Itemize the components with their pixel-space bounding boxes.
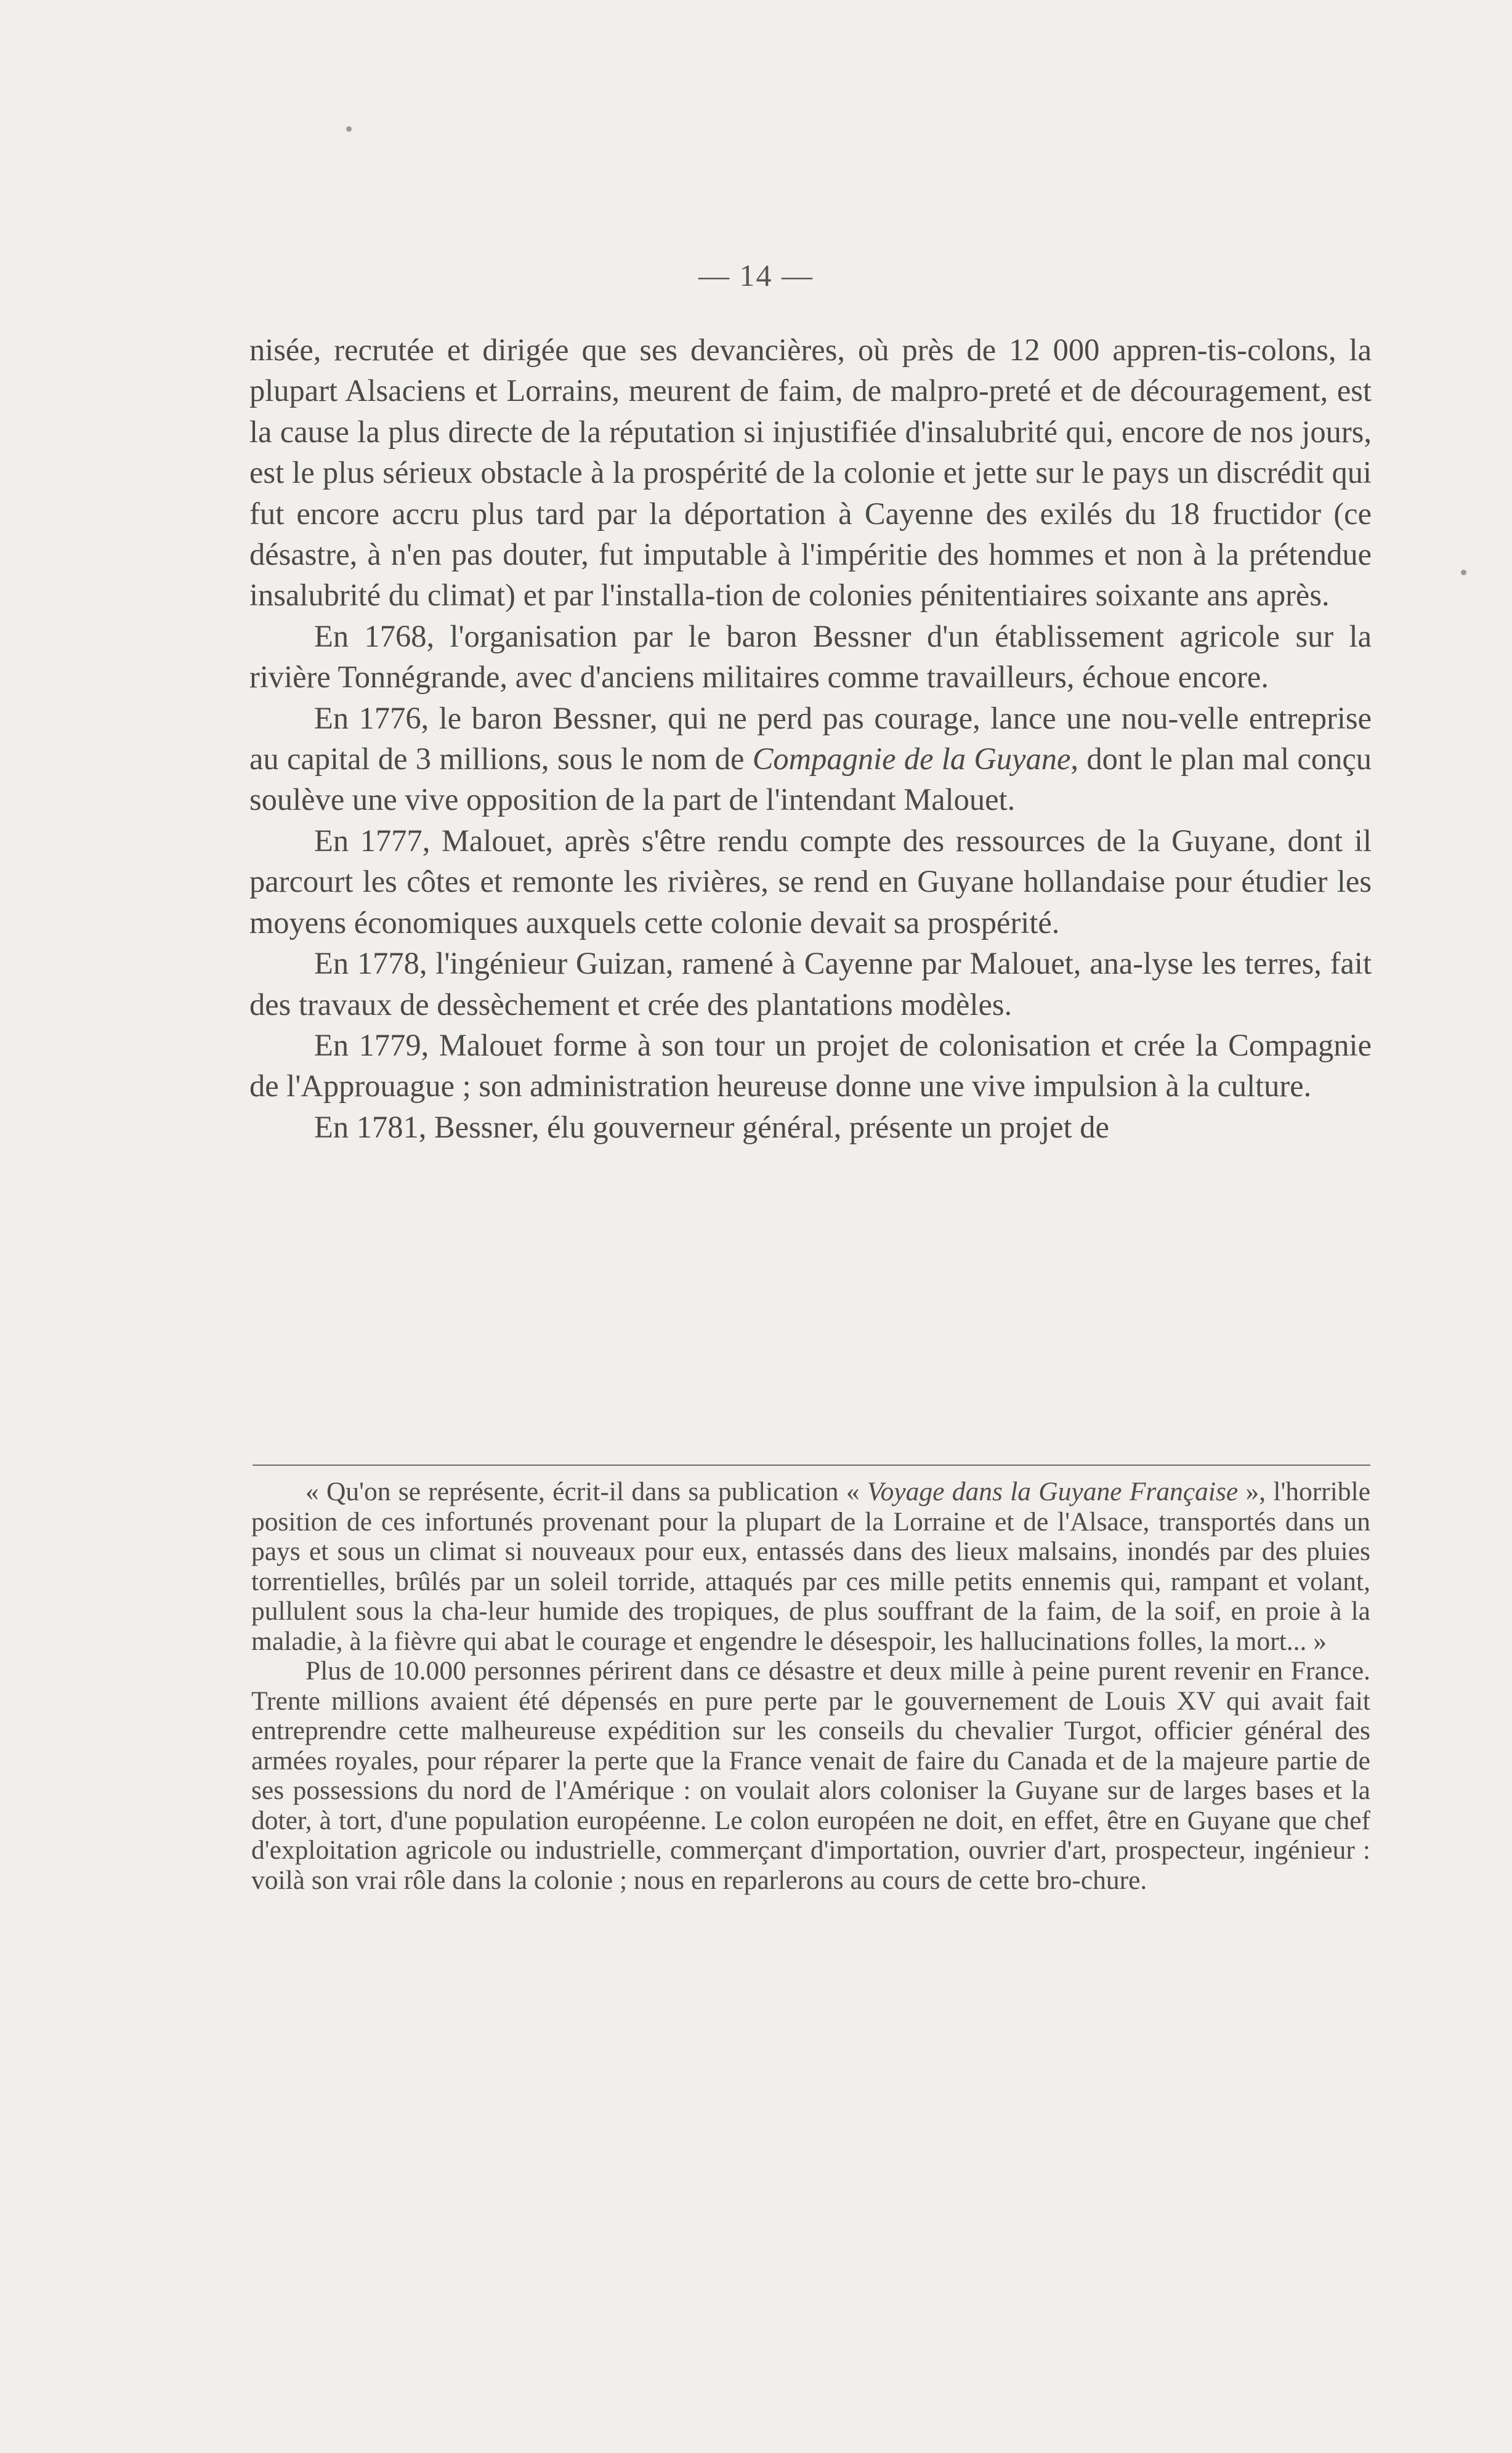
- paragraph-2: En 1768, l'organisation par le baron Bessner d'un établissement agricole sur la rivière Tonnégrande, avec d'anciens militaires comme travailleurs, échoue encore.: [249, 618, 1372, 695]
- paragraph-6: En 1779, Malouet forme à son tour un projet de colonisation et crée la Compagnie de l'Approuague ; son administration heureuse donne une vive impulsion à la culture.: [249, 1027, 1372, 1104]
- footnote-quote: [251, 1477, 1370, 1656]
- paragraph-3-end: , dont le plan mal conçu soulève une vive opposition de la part de l'intendant Malouet.: [249, 742, 1372, 817]
- main-text: [249, 329, 1372, 1147]
- footnote-block: [251, 1477, 1370, 1895]
- paper-speck: [346, 126, 352, 132]
- paragraph-4: En 1777, Malouet, après s'être rendu compte des ressources de la Guyane, dont il parcourt les côtes et remonte les rivières, se rend en Guyane hollandaise pour étudier les moyens économiques auxquels cette colonie devait sa prospérité.: [249, 823, 1372, 940]
- company-name-italic: Compagnie de la Guyane: [752, 742, 1071, 777]
- paragraph-5: En 1778, l'ingénieur Guizan, ramené à Cayenne par Malouet, ana-lyse les terres, fait des travaux de dessèchement et crée des plantations modèles.: [249, 946, 1372, 1022]
- footnote-quote-end: », l'horrible position de ces infortunés provenant pour la plupart de la Lorraine et de l'Alsace, transportés dans un pays et sous un climat si nouveaux pour eux, entassés dans des lieux malsains, inondés par des pluies torrentielles, brûlés par un soleil torride, attaqués par ces mille petits ennemis qui, rampant et volant, pullulent sous la cha-leur humide des tropiques, de plus souffrant de la faim, de la soif, en proie à la maladie, à la fièvre qui abat le courage et engendre le désespoir, les hallucinations folles, la mort... »: [251, 1477, 1371, 1656]
- book-title-italic: Voyage dans la Guyane Française: [867, 1477, 1239, 1506]
- footnote-paragraph-2: Plus de 10.000 personnes périrent dans ce désastre et deux mille à peine purent revenir en France. Trente millions avaient été dépensés en pure perte par le gouvernement de Louis XV qui avait fait entreprendre cette malheureuse expédition sur les conseils du chevalier Turgot, officier général des armées royales, pour réparer la perte que la France venait de faire du Canada et de la majeure partie de ses possessions du nord de l'Amérique : on voulait alors coloniser la Guyane sur de larges bases et la doter, à tort, d'une population européenne. Le colon européen ne doit, en effet, être en Guyane que chef d'exploitation agricole ou industrielle, commerçant d'importation, ouvrier d'art, prospecteur, ingénieur : voilà son vrai rôle dans la colonie ; nous en reparlerons au cours de cette bro-chure.: [251, 1656, 1370, 1895]
- footnote-divider: [253, 1465, 1370, 1466]
- paragraph-1: nisée, recrutée et dirigée que ses devancières, où près de 12 000 appren-tis-colons, la plupart Alsaciens et Lorrains, meurent de faim, de malpro-preté et de découragement, est la cause la plus directe de la réputation si injustifiée d'insalubrité qui, encore de nos jours, est le plus sérieux obstacle à la prospérité de la colonie et jette sur le pays un discrédit qui fut encore accru plus tard par la déportation à Cayenne des exilés du 18 fructidor (ce désastre, à n'en pas douter, fut imputable à l'impéritie des hommes et non à la prétendue insalubrité du climat) et par l'installa-tion de colonies pénitentiaires soixante ans après.: [249, 333, 1372, 613]
- paragraph-3: [249, 698, 1372, 820]
- footnote-quote-start: « Qu'on se représente, écrit-il dans sa publication «: [305, 1477, 867, 1506]
- paper-speck: [1461, 570, 1466, 575]
- paragraph-7: En 1781, Bessner, élu gouverneur général, présente un projet de: [314, 1109, 1109, 1144]
- page-number: — 14 —: [698, 258, 814, 293]
- paragraph-3-start: En 1776, le baron Bessner, qui ne perd pas courage, lance une nou-velle entreprise au capital de 3 millions, sous le nom de: [249, 700, 1372, 777]
